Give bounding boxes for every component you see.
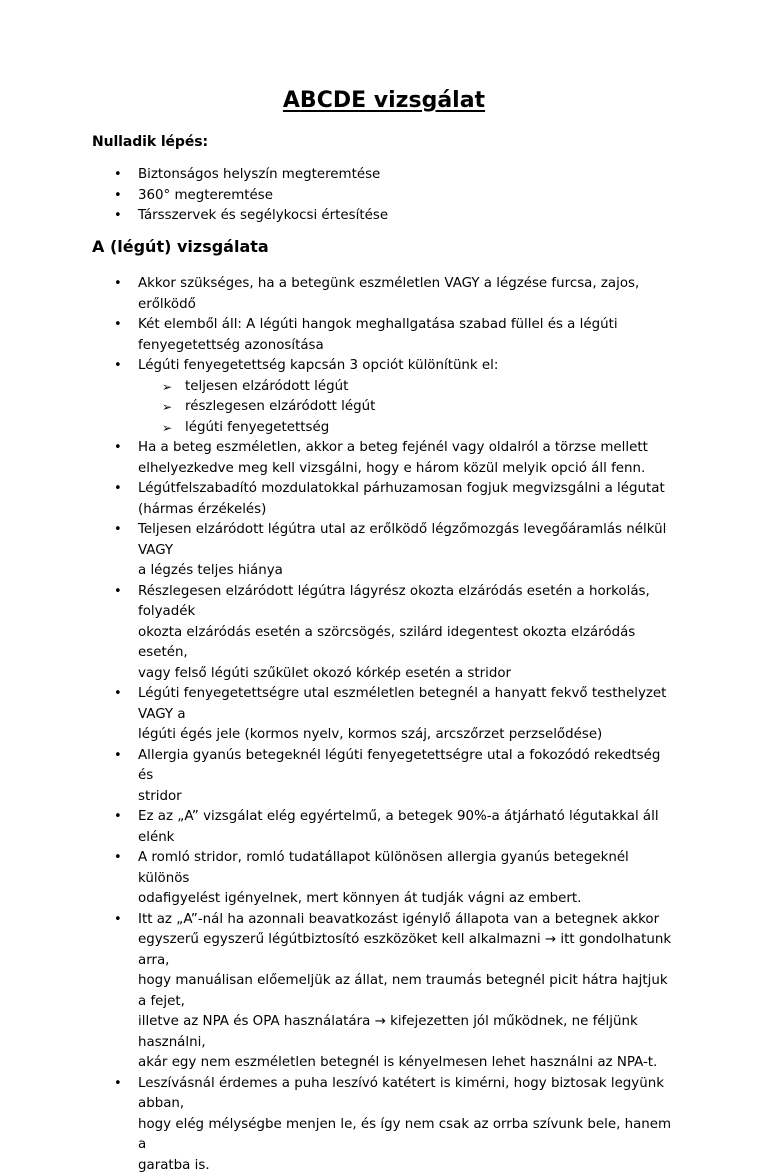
sub-list-item — [0, 377, 768, 398]
bullet-dot-icon: • — [114, 186, 122, 207]
list-item-line: stridor — [138, 789, 182, 804]
bullet-dot-icon: • — [114, 438, 122, 459]
bullet-dot-icon: • — [114, 1074, 122, 1095]
arrow-bullet-icon: ➢ — [162, 397, 172, 418]
list-item — [0, 848, 678, 910]
list-item — [0, 807, 678, 848]
list-item-line: a légzés teljes hiánya — [138, 563, 283, 578]
sub-list-item — [0, 397, 768, 418]
list-item-line: Ha a beteg eszméletlen, akkor a beteg fejénél vagy oldalról a törzse mellett — [138, 440, 648, 455]
bullet-dot-icon: • — [114, 274, 122, 295]
document-title: ABCDE vizsgálat — [0, 88, 768, 113]
section-zero-list — [0, 165, 768, 227]
list-item-line: okozta elzáródás esetén a szörcsögés, szilárd idegentest okozta elzáródás esetén, — [138, 625, 635, 661]
sub-list-item-text: teljesen elzáródott légút — [185, 379, 348, 394]
list-item — [0, 910, 678, 1074]
list-item — [0, 165, 678, 186]
list-item — [0, 479, 678, 520]
arrow-bullet-icon: ➢ — [162, 418, 172, 439]
sub-list-item — [0, 418, 768, 439]
list-item-text: Társszervek és segélykocsi értesítése — [138, 208, 388, 223]
list-item-line: A romló stridor, romló tudatállapot különösen allergia gyanús betegeknél különös — [138, 850, 629, 886]
list-item — [0, 274, 678, 315]
bullet-dot-icon: • — [114, 582, 122, 603]
bullet-dot-icon: • — [114, 910, 122, 931]
sub-list-item-text: légúti fenyegetettség — [185, 420, 329, 435]
list-item-line: akár egy nem eszméletlen betegnél is kényelmesen lehet használni az NPA-t. — [138, 1055, 657, 1070]
list-item-line: Légúti fenyegetettségre utal eszméletlen betegnél a hanyatt fekvő testhelyzet VAGY a — [138, 686, 666, 722]
list-item-text: 360° megteremtése — [138, 188, 273, 203]
list-item-line: illetve az NPA és OPA használatára → kifejezetten jól működnek, ne féljünk használni, — [138, 1014, 638, 1050]
list-item — [0, 438, 678, 479]
list-item-line: fenyegetettség azonosítása — [138, 338, 324, 353]
list-item-line: Teljesen elzáródott légútra utal az erőlködő légzőmozgás levegőáramlás nélkül VAGY — [138, 522, 666, 558]
list-item-line: garatba is. — [138, 1158, 210, 1173]
list-item-line: (hármas érzékelés) — [138, 502, 266, 517]
section-a-list — [0, 274, 768, 1176]
list-item-line: Akkor szükséges, ha a betegünk eszméletlen VAGY a légzése furcsa, zajos, erőlködő — [138, 276, 639, 312]
bullet-dot-icon: • — [114, 356, 122, 377]
sub-list-item-text: részlegesen elzáródott légút — [185, 399, 375, 414]
list-item-line: odafigyelést igényelnek, mert könnyen át tudják vágni az embert. — [138, 891, 581, 906]
section-zero-heading: Nulladik lépés: — [92, 134, 208, 150]
bullet-dot-icon: • — [114, 848, 122, 869]
list-item-line: Légúti fenyegetettség kapcsán 3 opciót különítünk el: — [138, 358, 498, 373]
list-item — [0, 206, 678, 227]
list-item — [0, 186, 678, 207]
arrow-bullet-icon: ➢ — [162, 377, 172, 398]
bullet-dot-icon: • — [114, 684, 122, 705]
list-item-line: hogy elég mélységbe menjen le, és így nem csak az orrba szívunk bele, hanem a — [138, 1117, 671, 1153]
bullet-dot-icon: • — [114, 165, 122, 186]
bullet-dot-icon: • — [114, 520, 122, 541]
bullet-dot-icon: • — [114, 206, 122, 227]
list-item-line: Allergia gyanús betegeknél légúti fenyegetettségre utal a fokozódó rekedtség és — [138, 748, 660, 784]
list-item-line: elhelyezkedve meg kell vizsgálni, hogy e három közül melyik opció áll fenn. — [138, 461, 645, 476]
list-item-line: Itt az „A”-nál ha azonnali beavatkozást igénylő állapota van a betegnek akkor — [138, 912, 659, 927]
list-item-line: Ez az „A” vizsgálat elég egyértelmű, a betegek 90%-a átjárható légutakkal áll elénk — [138, 809, 659, 845]
list-item-line: hogy manuálisan előemeljük az állat, nem traumás betegnél picit hátra hajtjuk a fejet, — [138, 973, 668, 1009]
list-item-text: Biztonságos helyszín megteremtése — [138, 167, 380, 182]
list-item — [0, 582, 678, 685]
bullet-dot-icon: • — [114, 807, 122, 828]
bullet-dot-icon: • — [114, 315, 122, 336]
list-item-line: vagy felső légúti szűkület okozó kórkép esetén a stridor — [138, 666, 511, 681]
list-item-line: egyszerű egyszerű légútbiztosító eszközöket kell alkalmazni → itt gondolhatunk arra, — [138, 932, 671, 968]
bullet-dot-icon: • — [114, 479, 122, 500]
list-item-line: Leszívásnál érdemes a puha leszívó katétert is kimérni, hogy biztosak legyünk abban, — [138, 1076, 664, 1112]
list-item-line: Részlegesen elzáródott légútra lágyrész okozta elzáródás esetén a horkolás, folyadék — [138, 584, 650, 620]
bullet-dot-icon: • — [114, 746, 122, 767]
sub-list — [0, 377, 768, 439]
list-item — [0, 356, 678, 438]
list-item — [0, 1074, 678, 1176]
list-item-line: Légútfelszabadító mozdulatokkal párhuzamosan fogjuk megvizsgálni a légutat — [138, 481, 665, 496]
list-item-line: Két elemből áll: A légúti hangok meghallgatása szabad füllel és a légúti — [138, 317, 618, 332]
list-item — [0, 520, 678, 582]
list-item — [0, 684, 678, 746]
list-item — [0, 315, 678, 356]
list-item-line: légúti égés jele (kormos nyelv, kormos száj, arcszőrzet perzselődése) — [138, 727, 602, 742]
list-item — [0, 746, 678, 808]
section-a-heading: A (légút) vizsgálata — [92, 237, 269, 256]
